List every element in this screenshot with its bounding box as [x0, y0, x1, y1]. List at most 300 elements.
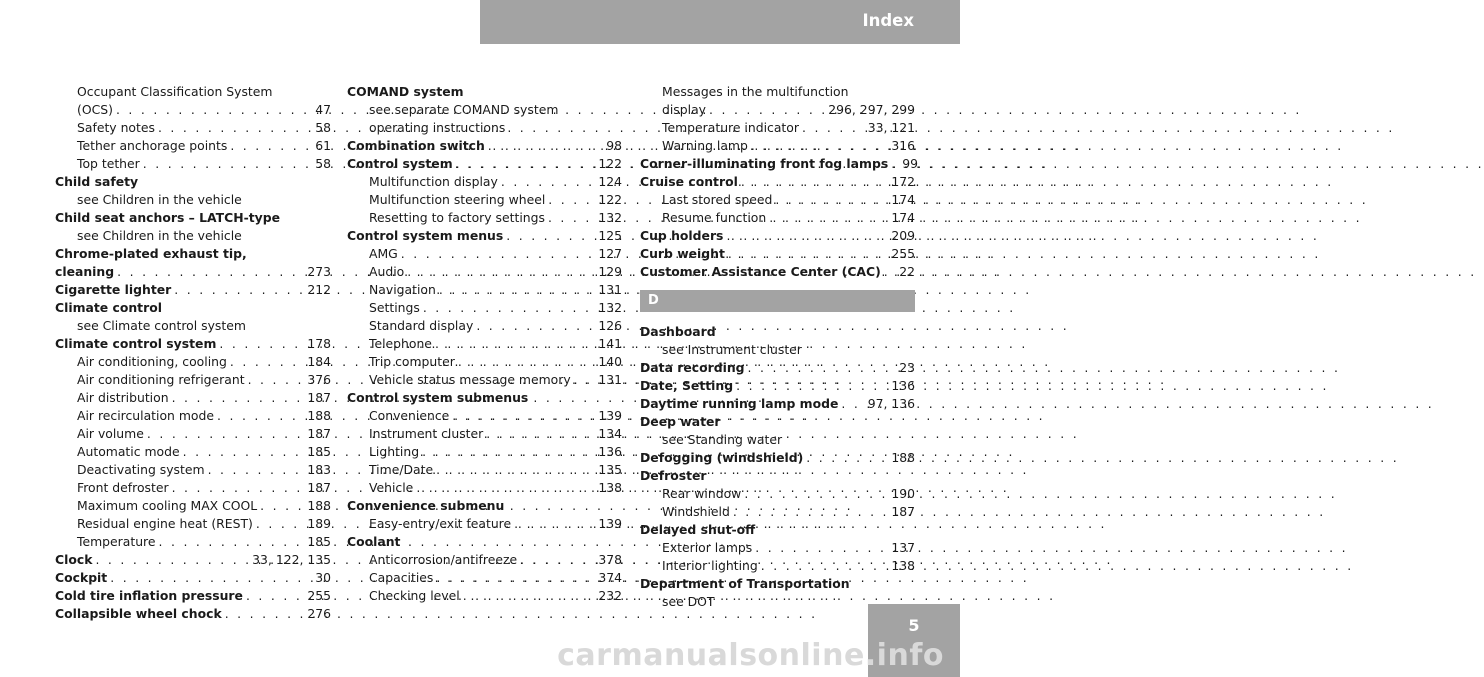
dot-leader [143, 155, 312, 173]
dot-leader [726, 227, 888, 245]
index-column-3 [640, 83, 918, 611]
entry-text: see Children in the vehicle [77, 228, 242, 243]
index-entry [55, 245, 331, 263]
dot-leader [755, 539, 888, 557]
index-subentry [55, 389, 331, 407]
index-entry [55, 587, 331, 605]
dot-leader [439, 281, 596, 299]
entry-page-ref: 255 [307, 588, 331, 603]
entry-page-ref: 47 [315, 102, 331, 117]
index-column-3-entries [640, 83, 918, 281]
entry-text: Windshield [662, 504, 730, 519]
entry-text: Audio [369, 264, 405, 279]
entry-page-ref: 30 [315, 570, 331, 585]
index-subentry [640, 557, 915, 575]
dot-leader [741, 173, 889, 191]
index-subentry [347, 587, 622, 605]
entry-page-ref: 178 [307, 336, 331, 351]
index-entry [55, 605, 331, 623]
entry-page-ref: 33, 122, 135 [252, 552, 331, 567]
dot-leader [174, 281, 304, 299]
entry-text: Capacities [369, 570, 434, 585]
entry-page-ref: 138 [598, 480, 622, 495]
index-entry [640, 359, 915, 377]
index-entry [640, 467, 915, 485]
dot-leader [95, 551, 249, 569]
index-column-2 [347, 83, 622, 605]
dot-leader [225, 605, 305, 623]
entry-page-ref: 125 [598, 228, 622, 243]
dot-leader [488, 137, 603, 155]
index-subentry [55, 137, 331, 155]
dot-leader [248, 371, 305, 389]
page-title: Index [862, 11, 914, 30]
entry-text: Data recording [640, 360, 745, 375]
entry-page-ref: 139 [598, 516, 622, 531]
index-entry [347, 533, 622, 551]
entry-page-ref: 122 [598, 192, 622, 207]
entry-text: Standard display [369, 318, 474, 333]
dot-leader [260, 497, 304, 515]
dot-leader [514, 515, 595, 533]
entry-page-ref: 184 [307, 354, 331, 369]
dot-leader [891, 155, 899, 173]
entry-text: Cold tire inflation pressure [55, 588, 243, 603]
entry-page-ref: 212 [307, 282, 331, 297]
entry-text: Customer Assistance Center (CAC) [640, 264, 881, 279]
dot-leader [748, 359, 897, 377]
index-subentry [347, 173, 622, 191]
dot-leader [183, 443, 305, 461]
index-subentry [347, 551, 622, 569]
entry-text: Combination switch [347, 138, 485, 153]
index-entry [347, 389, 622, 407]
dot-leader [422, 443, 595, 461]
entry-page-ref: 131 [598, 282, 622, 297]
entry-text: Control system submenus [347, 390, 529, 405]
entry-page-ref: 122 [598, 156, 622, 171]
dot-leader [230, 137, 312, 155]
entry-page-ref: 185 [307, 534, 331, 549]
entry-text: Defroster [640, 468, 707, 483]
dot-leader [401, 245, 596, 263]
entry-text: Air conditioning refrigerant [77, 372, 245, 387]
entry-page-ref: 376 [307, 372, 331, 387]
index-subentry [347, 443, 622, 461]
dot-leader [501, 173, 596, 191]
entry-page-ref: 141 [598, 336, 622, 351]
index-subentry [55, 119, 331, 137]
dot-leader [548, 191, 595, 209]
index-entry [640, 227, 915, 245]
entry-text: Front defroster [77, 480, 169, 495]
index-entry [55, 263, 331, 281]
dot-leader [548, 209, 595, 227]
entry-page-ref: 187 [307, 480, 331, 495]
entry-text: cleaning [55, 264, 115, 279]
index-subentry [640, 341, 915, 359]
entry-text: Defogging (windshield) [640, 450, 804, 465]
index-subentry [640, 485, 915, 503]
entry-text: Climate control [55, 300, 162, 315]
entry-page-ref: 187 [307, 390, 331, 405]
entry-page-ref: 131 [598, 372, 622, 387]
entry-text: Rear window [662, 486, 742, 501]
dot-leader [159, 533, 305, 551]
dot-leader [884, 263, 896, 281]
entry-page-ref: 58 [315, 120, 331, 135]
dot-leader [436, 569, 595, 587]
index-entry [55, 173, 331, 191]
index-subentry [347, 119, 622, 137]
index-subentry [347, 407, 622, 425]
dot-leader [736, 377, 888, 395]
entry-text: Temperature [77, 534, 156, 549]
entry-text: Easy-entry/exit feature [369, 516, 512, 531]
entry-text: Warning lamp [662, 138, 748, 153]
dot-leader [407, 263, 595, 281]
entry-text: Resetting to factory settings [369, 210, 545, 225]
entry-page-ref: 140 [598, 354, 622, 369]
index-subentry [640, 119, 915, 137]
dot-leader [110, 569, 312, 587]
section-d-entries [640, 323, 915, 611]
entry-page-ref: 124 [598, 174, 622, 189]
entry-text: Safety notes [77, 120, 155, 135]
dot-leader [574, 371, 596, 389]
index-subentry [55, 497, 331, 515]
dot-leader [256, 515, 304, 533]
entry-page-ref: 209 [891, 228, 915, 243]
index-subentry [640, 137, 915, 155]
entry-page-ref: 188 [891, 450, 915, 465]
index-subentry [347, 281, 622, 299]
entry-text: Department of Transportation [640, 576, 850, 591]
dot-leader [147, 425, 304, 443]
index-subentry [55, 317, 331, 335]
entry-text: Cup holders [640, 228, 724, 243]
dot-leader [230, 353, 304, 371]
index-entry [55, 281, 331, 299]
entry-text: Control system menus [347, 228, 504, 243]
dot-leader [709, 101, 825, 119]
index-subentry [347, 569, 622, 587]
dot-leader [802, 119, 865, 137]
index-entry [55, 209, 331, 227]
entry-text: Date, Setting [640, 378, 734, 393]
dot-leader [520, 551, 595, 569]
index-subentry [640, 503, 915, 521]
dot-leader [423, 299, 596, 317]
entry-text: Air conditioning, cooling [77, 354, 227, 369]
index-subentry [55, 407, 331, 425]
entry-text: Chrome-plated exhaust tip, [55, 246, 247, 261]
entry-page-ref: 378 [598, 552, 622, 567]
entry-page-ref: 98 [606, 138, 622, 153]
index-entry [640, 521, 915, 539]
dot-leader [436, 461, 595, 479]
index-entry [640, 263, 915, 281]
entry-page-ref: 273 [307, 264, 331, 279]
entry-text: Climate control system [55, 336, 217, 351]
index-subentry [347, 245, 622, 263]
entry-text: Residual engine heat (REST) [77, 516, 253, 531]
index-entry [640, 173, 915, 191]
index-subentry [347, 263, 622, 281]
index-subentry [55, 191, 331, 209]
entry-text: Lighting [369, 444, 420, 459]
entry-page-ref: 276 [307, 606, 331, 621]
entry-text: Air recirculation mode [77, 408, 214, 423]
entry-page-ref: 189 [307, 516, 331, 531]
dot-leader [219, 335, 304, 353]
entry-page-ref: 187 [891, 504, 915, 519]
dot-leader [506, 227, 595, 245]
index-subentry [55, 479, 331, 497]
entry-page-ref: 185 [307, 444, 331, 459]
index-subentry [55, 371, 331, 389]
dot-leader [456, 155, 596, 173]
index-subentry [640, 539, 915, 557]
entry-page-ref: 174 [891, 192, 915, 207]
index-subentry [55, 353, 331, 371]
index-entry [640, 323, 915, 341]
entry-text: Instrument cluster [369, 426, 484, 441]
entry-page-ref: 188 [307, 498, 331, 513]
index-subentry [55, 425, 331, 443]
index-subentry [347, 209, 622, 227]
entry-text: AMG [369, 246, 398, 261]
dot-leader [435, 335, 595, 353]
index-subentry [640, 83, 915, 101]
entry-page-ref: 136 [891, 378, 915, 393]
entry-text: Cruise control [640, 174, 738, 189]
entry-page-ref: 232 [598, 588, 622, 603]
index-entry [347, 137, 622, 155]
index-subentry [347, 353, 622, 371]
entry-text: (OCS) [77, 102, 113, 117]
index-entry [55, 335, 331, 353]
index-entry [640, 395, 915, 413]
dot-leader [744, 485, 888, 503]
entry-text: Convenience [369, 408, 450, 423]
entry-text: see Standing water [662, 432, 783, 447]
index-entry [347, 83, 622, 101]
entry-page-ref: 188 [307, 408, 331, 423]
entry-text: Collapsible wheel chock [55, 606, 222, 621]
entry-page-ref: 33, 121 [867, 120, 915, 135]
entry-text: Corner-illuminating front fog lamps [640, 156, 889, 171]
entry-text: Tether anchorage points [77, 138, 228, 153]
entry-text: Checking level [369, 588, 460, 603]
dot-leader [172, 479, 305, 497]
entry-text: Air distribution [77, 390, 169, 405]
index-subentry [347, 479, 622, 497]
entry-page-ref: 135 [598, 462, 622, 477]
index-subentry [55, 227, 331, 245]
entry-text: Last stored speed [662, 192, 773, 207]
entry-page-ref: 58 [315, 156, 331, 171]
entry-text: Top tether [77, 156, 140, 171]
entry-text: Automatic mode [77, 444, 180, 459]
dot-leader [458, 353, 596, 371]
index-entry [640, 575, 915, 593]
entry-text: Anticorrosion/antifreeze [369, 552, 518, 567]
entry-text: Convenience submenu [347, 498, 505, 513]
entry-text: Clock [55, 552, 93, 567]
entry-text: see Climate control system [77, 318, 246, 333]
index-subentry [55, 515, 331, 533]
entry-page-ref: 136 [598, 444, 622, 459]
entry-page-ref: 99 [902, 156, 918, 171]
entry-text: Cigarette lighter [55, 282, 172, 297]
entry-text: Multifunction display [369, 174, 498, 189]
index-subentry [55, 101, 331, 119]
dot-leader [476, 317, 595, 335]
dot-leader [761, 557, 889, 575]
entry-text: Coolant [347, 534, 401, 549]
entry-text: Control system [347, 156, 453, 171]
index-entry [640, 377, 915, 395]
entry-page-ref: 132 [598, 300, 622, 315]
entry-page-ref: 22 [899, 264, 915, 279]
entry-page-ref: 126 [598, 318, 622, 333]
index-subentry [347, 371, 622, 389]
entry-text: display [662, 102, 706, 117]
entry-page-ref: 183 [307, 462, 331, 477]
entry-text: Dashboard [640, 324, 716, 339]
entry-text: Deactivating system [77, 462, 205, 477]
entry-text: COMAND system [347, 84, 464, 99]
entry-text: Telephone [369, 336, 432, 351]
entry-text: Vehicle [369, 480, 414, 495]
entry-text: Daytime running lamp mode [640, 396, 839, 411]
entry-page-ref: 127 [598, 246, 622, 261]
watermark: carmanualsonline.info [557, 638, 944, 673]
dot-leader [463, 587, 596, 605]
dot-leader [172, 389, 305, 407]
dot-leader [733, 503, 889, 521]
entry-text: see Instrument cluster [662, 342, 802, 357]
dot-leader [158, 119, 312, 137]
index-subentry [640, 209, 915, 227]
index-subentry [347, 299, 622, 317]
index-subentry [55, 443, 331, 461]
entry-text: see Children in the vehicle [77, 192, 242, 207]
section-header-d: D [640, 290, 915, 312]
index-entry [347, 497, 622, 515]
entry-text: Child seat anchors – LATCH-type [55, 210, 280, 225]
index-entry [347, 155, 622, 173]
entry-page-ref: 97, 136 [867, 396, 915, 411]
entry-page-ref: 296, 297, 299 [828, 102, 915, 117]
index-entry [55, 299, 331, 317]
index-subentry [55, 155, 331, 173]
entry-text: Vehicle status message memory [369, 372, 571, 387]
entry-text: Temperature indicator [662, 120, 799, 135]
index-subentry [347, 101, 622, 119]
index-entry [640, 449, 915, 467]
entry-text: Resume function [662, 210, 767, 225]
dot-leader [117, 263, 304, 281]
index-subentry [347, 515, 622, 533]
entry-text: Child safety [55, 174, 139, 189]
index-subentry [347, 461, 622, 479]
dot-leader [806, 449, 888, 467]
index-subentry [347, 191, 622, 209]
entry-page-ref: 316 [891, 138, 915, 153]
dot-leader [416, 479, 595, 497]
entry-page-ref: 174 [891, 210, 915, 225]
entry-page-ref: 132 [598, 210, 622, 225]
entry-text: Cockpit [55, 570, 108, 585]
index-subentry [55, 461, 331, 479]
entry-text: Occupant Classification System [77, 84, 273, 99]
entry-page-ref: 139 [598, 408, 622, 423]
dot-leader [486, 425, 595, 443]
dot-leader [769, 209, 888, 227]
index-subentry [640, 191, 915, 209]
index-column-1 [55, 83, 331, 623]
entry-page-ref: 129 [598, 264, 622, 279]
entry-text: Navigation [369, 282, 436, 297]
entry-text: Deep water [640, 414, 721, 429]
index-subentry [347, 335, 622, 353]
index-subentry [640, 431, 915, 449]
entry-text: Delayed shut-off [640, 522, 756, 537]
entry-page-ref: 187 [307, 426, 331, 441]
dot-leader [775, 191, 888, 209]
entry-page-ref: 138 [891, 558, 915, 573]
index-subentry [55, 533, 331, 551]
entry-page-ref: 190 [891, 486, 915, 501]
entry-page-ref: 137 [891, 540, 915, 555]
entry-text: Maximum cooling MAX COOL [77, 498, 258, 513]
entry-page-ref: 61 [315, 138, 331, 153]
entry-text: Curb weight [640, 246, 725, 261]
index-entry [55, 551, 331, 569]
entry-text: Interior lighting [662, 558, 758, 573]
entry-text: Trip computer [369, 354, 455, 369]
entry-page-ref: 172 [891, 174, 915, 189]
index-subentry [347, 425, 622, 443]
index-entry [347, 227, 622, 245]
index-entry [640, 155, 918, 173]
dot-leader [728, 245, 888, 263]
index-entry [640, 413, 915, 431]
entry-page-ref: 134 [598, 426, 622, 441]
entry-text: Air volume [77, 426, 144, 441]
index-subentry [640, 101, 915, 119]
entry-text: Messages in the multifunction [662, 84, 849, 99]
entry-text: Multifunction steering wheel [369, 192, 546, 207]
index-entry [640, 245, 915, 263]
entry-page-ref: 23 [899, 360, 915, 375]
header-bar [480, 0, 960, 44]
page-number: 5 [908, 616, 920, 635]
entry-text: see separate COMAND system [369, 102, 559, 117]
index-subentry [347, 317, 622, 335]
dot-leader [116, 101, 312, 119]
dot-leader [217, 407, 304, 425]
dot-leader [452, 407, 595, 425]
entry-text: Time/Date [369, 462, 434, 477]
entry-text: operating instructions [369, 120, 506, 135]
index-subentry [55, 83, 331, 101]
entry-text: Exterior lamps [662, 540, 753, 555]
dot-leader [208, 461, 305, 479]
dot-leader [751, 137, 888, 155]
